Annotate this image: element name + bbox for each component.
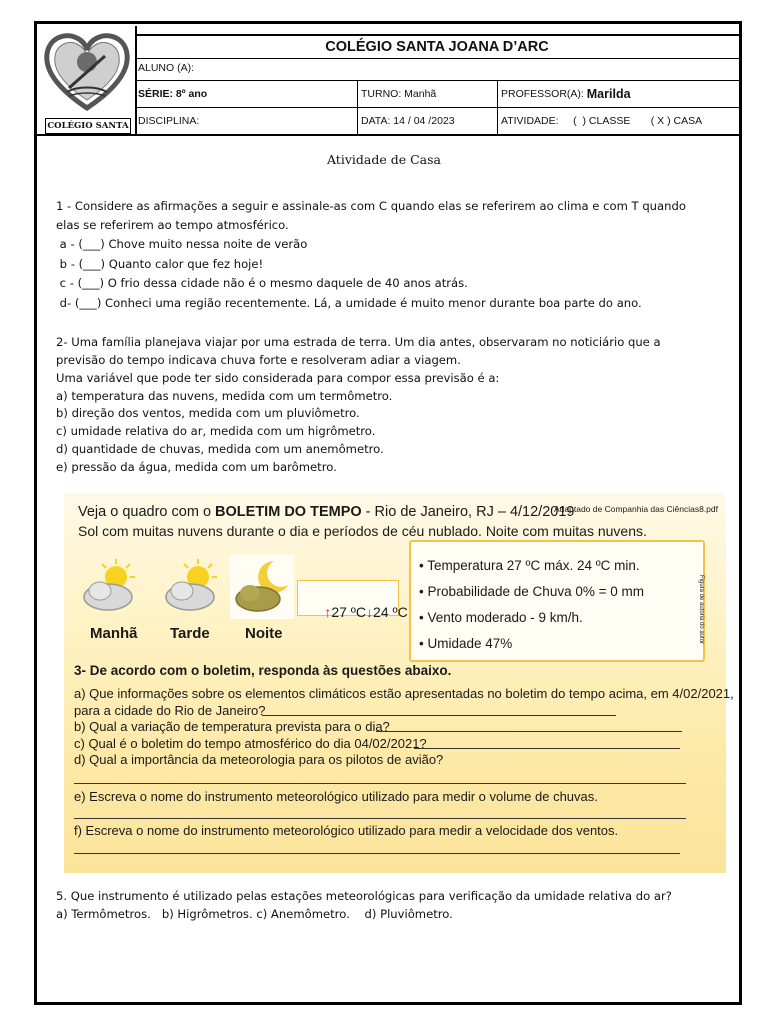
conditions-box bbox=[409, 540, 705, 662]
q2-line2: previsão do tempo indicava chuva forte e resolveram adiar a viagem. bbox=[56, 353, 461, 367]
q3-heading: 3- De acordo com o boletim, responda às questões abaixo. bbox=[74, 663, 452, 678]
condition-humidity: • Umidade 47% bbox=[419, 636, 513, 651]
data-field: DATA: 14 / 04 /2023 bbox=[357, 108, 497, 134]
disciplina-field: DISCIPLINA: bbox=[138, 115, 200, 127]
period-afternoon: Tarde bbox=[170, 625, 210, 642]
serie-field: SÉRIE: 8º ano bbox=[138, 88, 208, 100]
q2-line3: Uma variável que pode ter sido considerada para compor essa previsão é a: bbox=[56, 371, 500, 385]
q3-a-line2: para a cidade do Rio de Janeiro? bbox=[74, 703, 266, 718]
disciplina-row bbox=[135, 108, 739, 134]
professor-name: Marilda bbox=[586, 87, 631, 101]
arrow-up-icon: ↑ bbox=[324, 604, 332, 620]
answer-line bbox=[74, 783, 686, 784]
q3-e: e) Escreva o nome do instrumento meteorológico utilizado para medir o volume de chuvas. bbox=[74, 789, 598, 804]
q1-line1: 1 - Considere as afirmações a seguir e assinale-as com C quando elas se referirem ao clima e com T quando bbox=[56, 199, 686, 213]
condition-rain: • Probabilidade de Chuva 0% = 0 mm bbox=[419, 584, 644, 599]
arrow-down-icon: ↓ bbox=[366, 604, 374, 620]
q3-b: b) Qual a variação de temperatura prevista para o dia? bbox=[74, 719, 390, 734]
q3-c: c) Qual é o boletim do tempo atmosférico do dia 04/02/2021? bbox=[74, 736, 427, 751]
boletim-image bbox=[64, 493, 734, 873]
professor-label: PROFESSOR(A): bbox=[501, 88, 584, 100]
professor-field bbox=[497, 81, 739, 107]
heart-logo-icon bbox=[39, 26, 135, 118]
temperature-range bbox=[297, 580, 408, 620]
aluno-row bbox=[135, 56, 739, 81]
q1-option-b: b - (___) Quanto calor que fez hoje! bbox=[56, 257, 264, 271]
side-note: Figura de autoria do autor bbox=[698, 575, 704, 645]
q2-option-e: e) pressão da água, medida com um barômetro. bbox=[56, 460, 337, 474]
answer-line bbox=[376, 731, 682, 732]
boletim-source: Adaptado de Companhia das Ciências8.pdf bbox=[554, 504, 718, 514]
q1-option-a: a - (___) Chove muito nessa noite de verão bbox=[56, 237, 308, 251]
logo-caption: COLÉGIO SANTA bbox=[45, 118, 131, 134]
q2-option-c: c) umidade relativa do ar, medida com um higrômetro. bbox=[56, 424, 376, 438]
q5-options: a) Termômetros. b) Higrômetros. c) Anemômetro. d) Pluviômetro. bbox=[56, 907, 453, 921]
sun-cloud-icon bbox=[160, 555, 224, 619]
sun-cloud-icon bbox=[78, 555, 142, 619]
temp-max: 27 ºC bbox=[331, 604, 367, 620]
serie-row bbox=[135, 81, 739, 108]
q2-option-b: b) direção dos ventos, medida com um pluviômetro. bbox=[56, 406, 360, 420]
period-night: Noite bbox=[245, 625, 283, 642]
header-divider bbox=[37, 134, 739, 136]
q1-option-d: d- (___) Conheci uma região recentemente. Lá, a umidade é muito menor durante boa parte do ano. bbox=[56, 296, 642, 310]
period-morning: Manhã bbox=[90, 625, 138, 642]
answer-line bbox=[74, 818, 686, 819]
aluno-label: ALUNO (A): bbox=[138, 62, 195, 74]
q3-d: d) Qual a importância da meteorologia para os pilotos de avião? bbox=[74, 752, 444, 767]
atividade-field: ATIVIDADE: ( ) CLASSE ( X ) CASA bbox=[497, 108, 739, 134]
q3-f: f) Escreva o nome do instrumento meteorológico utilizado para medir a velocidade dos ventos. bbox=[74, 823, 619, 838]
q2-line1: 2- Uma família planejava viajar por uma estrada de terra. Um dia antes, observaram no noticiário que a bbox=[56, 335, 661, 349]
answer-line bbox=[262, 715, 616, 716]
condition-temperature: • Temperatura 27 ºC máx. 24 ºC min. bbox=[419, 558, 640, 573]
condition-wind: • Vento moderado - 9 km/h. bbox=[419, 610, 583, 625]
answer-line bbox=[74, 853, 680, 854]
boletim-heading: Veja o quadro com o BOLETIM DO TEMPO - Rio de Janeiro, RJ – 4/12/2019 bbox=[78, 504, 575, 520]
temp-min: 24 ºC bbox=[373, 604, 408, 620]
q1-option-c: c - (___) O frio dessa cidade não é o mesmo daquele de 40 anos atrás. bbox=[56, 276, 468, 290]
q2-option-d: d) quantidade de chuvas, medida com um anemômetro. bbox=[56, 442, 384, 456]
boletim-summary: Sol com muitas nuvens durante o dia e períodos de céu nublado. Noite com muitas nuvens. bbox=[78, 523, 647, 539]
q1-line2: elas se referirem ao tempo atmosférico. bbox=[56, 218, 289, 232]
q5-line1: 5. Que instrumento é utilizado pelas estações meteorológicas para verificação da umidade relativa do ar? bbox=[56, 889, 672, 903]
answer-line bbox=[414, 748, 680, 749]
page-title: Atividade de Casa bbox=[327, 152, 441, 167]
q3-a-line1: a) Que informações sobre os elementos climáticos estão apresentadas no boletim do tempo acima, em 4/02/2021, bbox=[74, 686, 734, 701]
q2-option-a: a) temperatura das nuvens, medida com um termômetro. bbox=[56, 389, 393, 403]
moon-cloud-icon bbox=[230, 555, 294, 619]
school-name: COLÉGIO SANTA JOANA D’ARC bbox=[135, 34, 739, 59]
turno-field: TURNO: Manhã bbox=[357, 81, 497, 107]
school-logo bbox=[39, 26, 137, 134]
